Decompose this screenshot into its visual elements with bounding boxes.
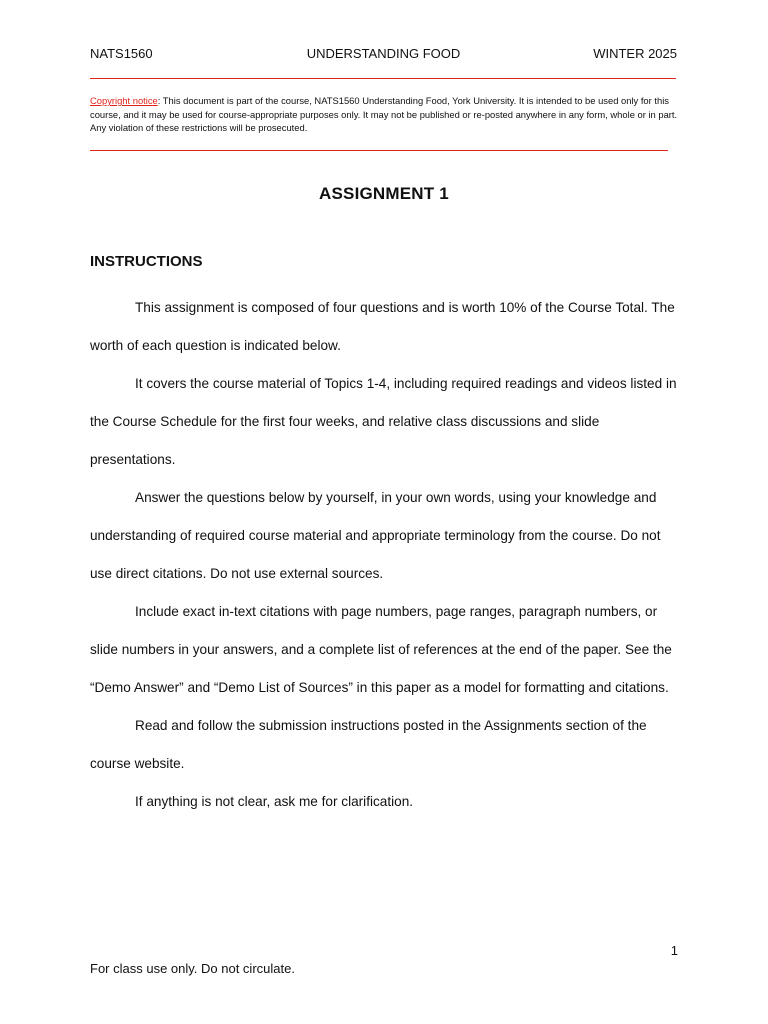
instruction-paragraph: Answer the questions below by yourself, in your own words, using your knowledge and understanding of required course material and appropriate terminology from the course. Do not use direct citations. Do not use external sources.: [90, 490, 661, 581]
instructions-body: [90, 289, 680, 821]
course-name: UNDERSTANDING FOOD: [306, 46, 461, 61]
copyright-text: : This document is part of the course, NATS1560 Understanding Food, York University. It is intended to be used only for this course, and it may be used for course-appropriate purposes only. It may not be published or re-posted anywhere in any form, whole or in part. Any violation of these restrictions will be prosecuted.: [90, 95, 678, 133]
assignment-title: ASSIGNMENT 1: [319, 184, 449, 203]
instruction-paragraph: If anything is not clear, ask me for clarification.: [135, 794, 414, 809]
copyright-label: Copyright notice: [90, 95, 158, 106]
header-divider-top: [90, 78, 676, 79]
page-number: 1: [670, 943, 678, 958]
header-divider-bottom: [90, 150, 668, 151]
instructions-heading: INSTRUCTIONS: [90, 253, 203, 270]
course-code: NATS1560: [90, 46, 153, 61]
instruction-paragraph: Include exact in-text citations with page numbers, page ranges, paragraph numbers, or slide numbers in your answers, and a complete list of references at the end of the paper. See the “Demo Answer” and “Demo List of Sources” in this paper as a model for formatting and citations.: [90, 604, 672, 695]
instruction-paragraph: This assignment is composed of four questions and is worth 10% of the Course Total. The worth of each question is indicated below.: [90, 300, 675, 353]
copyright-notice: [90, 94, 680, 135]
instruction-paragraph: Read and follow the submission instructions posted in the Assignments section of the course website.: [90, 718, 647, 771]
page-header: [90, 46, 677, 64]
term: WINTER 2025: [593, 46, 677, 61]
instruction-paragraph: It covers the course material of Topics 1-4, including required readings and videos listed in the Course Schedule for the first four weeks, and relative class discussions and slide presentations.: [90, 376, 677, 467]
footer-note: For class use only. Do not circulate.: [90, 961, 295, 976]
